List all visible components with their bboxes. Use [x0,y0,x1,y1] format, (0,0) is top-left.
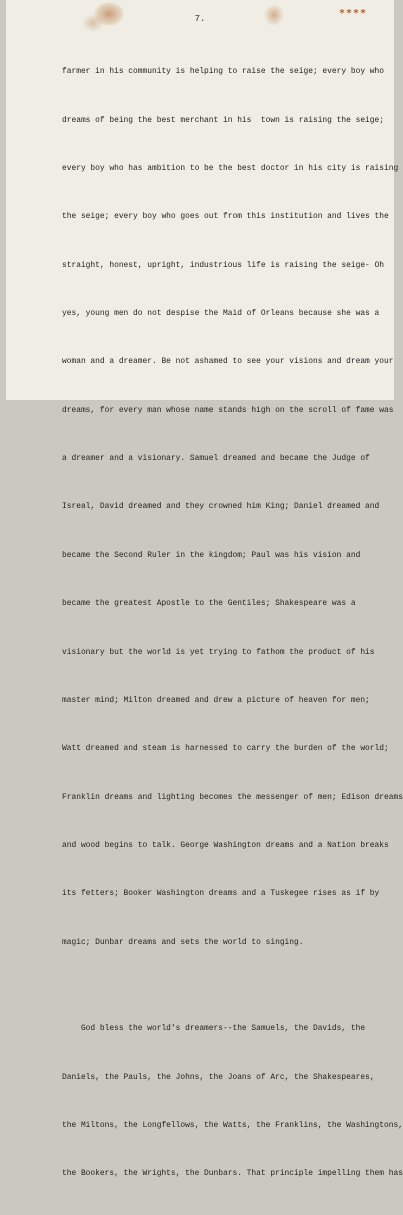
page-number: 7. [194,14,206,24]
text-line: the Miltons, the Longfellows, the Watts, the Franklins, the Washingtons, [62,1121,403,1131]
text-line: Daniels, the Pauls, the Johns, the Joans of Arc, the Shakespeares, [62,1072,375,1082]
text-line: its fetters; Booker Washington dreams and a Tuskegee rises as if by [62,889,380,899]
text-line: master mind; Milton dreamed and drew a picture of heaven for men; [62,695,370,705]
text-line: Watt dreamed and steam is harnessed to carry the burden of the world; [62,744,389,754]
paragraph-break [62,983,402,989]
text-line: visionary but the world is yet trying to fathom the product of his [62,647,375,657]
text-line: and wood begins to talk. George Washington dreams and a Nation breaks [62,841,389,850]
text-line: dreams, for every man whose name stands high on the scroll of fame was [62,405,394,415]
text-line: magic; Dunbar dreams and sets the world to singing. [62,937,304,947]
typed-text-body [62,32,402,1215]
text-line: the Bookers, the Wrights, the Dunbars. That principle impelling them has [62,1169,403,1179]
text-line: became the greatest Apostle to the Gentiles; Shakespeare was a [62,599,356,609]
text-line: every boy who has ambition to be the best doctor in his city is raising [62,163,399,173]
text-line: woman and a dreamer. Be not ashamed to see your visions and dream your [62,357,394,367]
corner-mark: **** [339,8,368,19]
text-line: Isreal, David dreamed and they crowned him King; Daniel dreamed and [62,502,380,512]
text-line: dreams of being the best merchant in his town is raising the seige; [62,115,384,125]
document-page [6,0,403,1179]
text-line: God bless the world's dreamers--the Samuels, the Davids, the [62,1024,366,1034]
text-line: straight, honest, upright, industrious life is raising the seige- Oh [62,260,384,270]
text-line: the seige; every boy who goes out from this institution and lives the [62,212,389,222]
text-line: farmer in his community is helping to raise the seige; every boy who [62,67,384,77]
text-line: yes, young men do not despise the Maid of Orleans because she was a [62,309,380,319]
text-line: a dreamer and a visionary. Samuel dreamed and became the Judge of [62,454,370,464]
text-line: Franklin dreams and lighting becomes the messenger of men; Edison dreams [62,792,403,802]
text-line: became the Second Ruler in the kingdom; Paul was his vision and [62,550,361,560]
